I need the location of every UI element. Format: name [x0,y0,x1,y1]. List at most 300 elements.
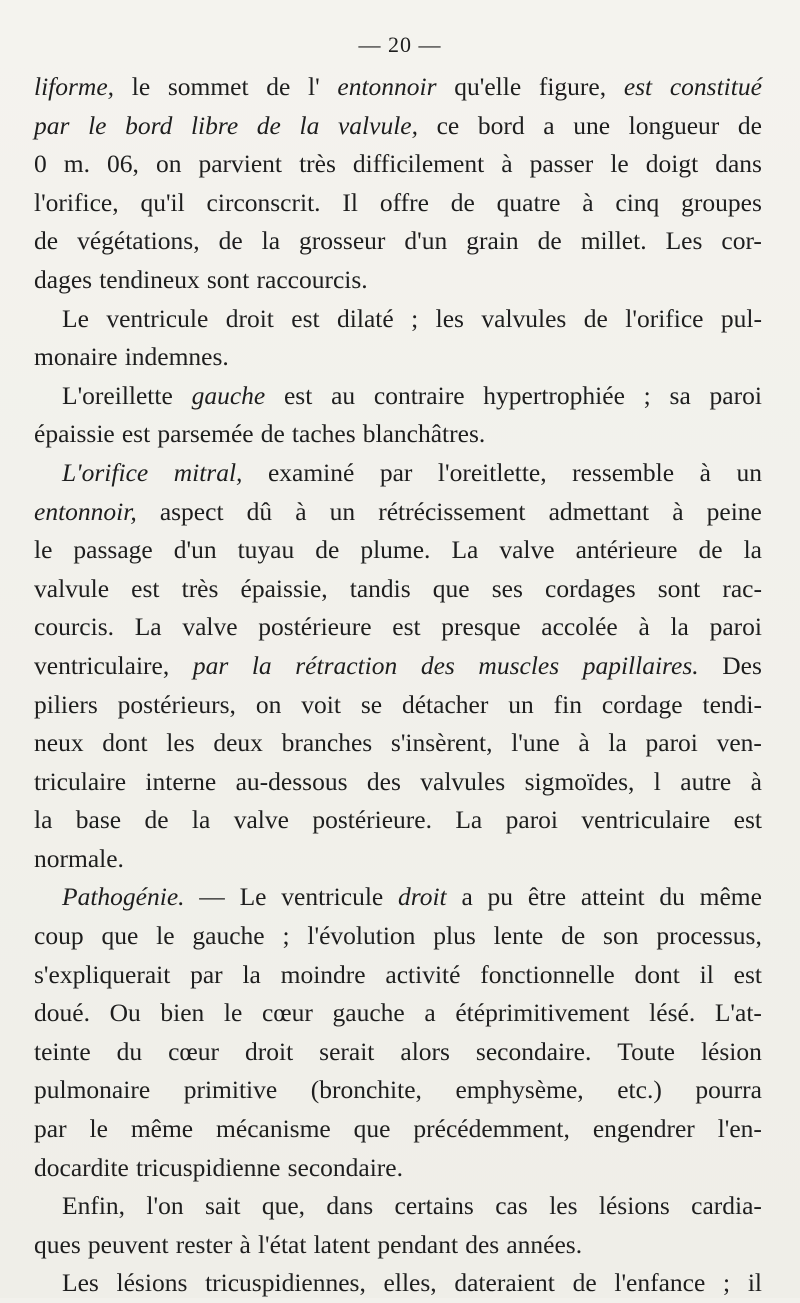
word: gauche [332,998,405,1028]
word: la [299,110,320,140]
word: s'expliquerait [34,959,171,989]
word: sont [657,573,701,603]
word: Le [239,882,267,912]
word: offre [379,187,429,217]
word: Il [342,187,358,217]
word: passer [529,149,594,179]
word: détacher [401,689,489,719]
word: même [699,882,762,912]
word: papillaires. [582,650,699,680]
text-line [34,1149,762,1188]
text-line [34,300,762,339]
word: Des [722,650,762,680]
word: blanchâtres. [362,419,486,449]
word: plus [433,921,476,951]
word: cœur [261,998,313,1028]
word: cordage [601,689,683,719]
word: à [501,149,513,179]
word: serait [319,1036,375,1066]
word: dont [102,728,148,758]
word: liforme, [34,72,115,101]
word: son [603,921,639,951]
word: ressemble [572,457,675,487]
word: lésions [116,1268,188,1298]
word: antérieure [575,535,678,565]
word: sait [205,1191,241,1221]
text-line [34,338,762,377]
word: la [743,535,762,565]
word: tuyau [237,535,295,565]
word: valvule [34,573,110,603]
word: Enfin, [62,1191,126,1221]
word: postérieurs, [117,689,236,719]
word: de [266,72,291,101]
word: la [608,728,627,758]
word: il [747,1268,762,1298]
word: accolée [541,612,618,642]
word: tricuspidiennes, [205,1268,366,1298]
word: ven- [716,728,762,758]
word: contraire [373,380,465,410]
word: valvules [420,766,506,796]
word: indemnes. [124,342,229,372]
word: circonscrit. [206,187,321,217]
word: même [130,1114,194,1144]
word: est [283,380,313,410]
word: à [699,457,711,487]
word: parvient [198,149,283,179]
word: par [190,959,223,989]
word: épaissie, [240,573,328,603]
text-line [34,261,762,300]
word: paroi [709,612,762,642]
word: La [134,612,162,642]
word: (bronchite, [310,1075,422,1105]
word: Toute [617,1036,675,1066]
word: coup [34,921,84,951]
text-line [34,493,762,532]
word: de [583,303,608,333]
word: L'oreillette [62,380,173,410]
word: ; [723,1268,731,1298]
word: L'at- [714,998,762,1028]
word: rétraction [295,650,398,680]
word: postérieure. [312,805,432,835]
word: de [34,226,59,256]
word: normale. [34,843,124,873]
text-line [34,1033,762,1072]
word: de [537,226,562,256]
word: épaissie [34,419,115,449]
word: paroi [709,380,762,410]
word: la [251,650,272,680]
word: valve [182,612,238,642]
text-line [34,1264,762,1303]
word: étéprimitivement [455,998,630,1028]
word: des [465,1229,500,1259]
word: ventricule [281,882,384,912]
word: paroi [505,805,559,835]
text-line [34,107,762,146]
text-line [34,68,762,107]
word: certains [394,1191,474,1221]
word: qu'elle [454,72,522,101]
word: de [698,535,723,565]
word: admettant [548,496,650,526]
word: à [750,766,762,796]
word: deux [213,728,263,758]
word: est [733,959,762,989]
word: à [239,1229,251,1259]
word: des [366,766,401,796]
word: une [573,110,611,140]
word: latent [313,1229,371,1259]
word: sigmoïdes, [524,766,635,796]
word: le [89,1114,108,1144]
word: teinte [34,1036,91,1066]
word: de [450,187,475,217]
word: interne [145,766,217,796]
text-line [34,763,762,802]
word: est [392,612,421,642]
word: bord [125,110,173,140]
word: végétations, [77,226,200,256]
word: le [34,535,53,565]
word: elles, [383,1268,437,1298]
word: etc.) [617,1075,662,1105]
word: dages [34,264,93,294]
word: pu [487,882,514,912]
word: qu'il [140,187,185,217]
word: droit [398,882,447,912]
word: triculaire [34,766,127,796]
word: mécanisme [216,1114,331,1144]
word: autre [680,766,732,796]
word: pul- [720,303,762,333]
word: plume. [360,535,431,565]
text-line [34,1110,762,1149]
word: Pathogénie. [62,882,185,912]
word: entonnoir [337,72,437,101]
text-line [34,377,762,416]
word: pulmonaire [34,1075,151,1105]
word: que, [261,1191,306,1221]
word: gauche [192,921,265,951]
word: grosseur [299,226,386,256]
word: de [260,419,285,449]
word: muscles [478,650,560,680]
word: est [131,573,160,603]
word: Les [62,1268,99,1298]
text-line [34,686,762,725]
word: le [610,149,629,179]
word: l'en- [717,1114,762,1144]
word: bien [160,998,205,1028]
word: se [360,689,383,719]
word: La [455,805,483,835]
word: longueur [628,110,720,140]
word: pendant [377,1229,459,1259]
word: de [144,805,169,835]
word: sommet [167,72,249,101]
word: Les [665,226,703,256]
text-line [34,454,762,493]
text-line [34,840,762,879]
word: aspect [159,496,224,526]
word: alors [400,1036,450,1066]
word: que [432,573,470,603]
word: droit [225,303,274,333]
word: monaire [34,342,118,372]
word: le [88,110,107,140]
word: l'oreitlette, [437,457,547,487]
word: rétrécissement [378,496,526,526]
word: ques [34,1229,81,1259]
word: emphysème, [455,1075,584,1105]
word: quatre [496,187,561,217]
word: on [155,149,182,179]
word: l'état [257,1229,307,1259]
word: processus, [656,921,762,951]
word: sa [669,380,691,410]
word: valve [233,805,289,835]
word: dateraient [454,1268,555,1298]
word: dans [326,1191,374,1221]
word: valvules [481,303,567,333]
word: les [549,1191,578,1221]
word: lente [493,921,544,951]
word: 06, [107,149,139,179]
word: est [291,303,320,333]
text-line [34,222,762,261]
word: tricuspidienne [136,1152,281,1182]
word: parsemée [157,419,254,449]
page-number: — 20 — [358,32,442,57]
word: difficilement [352,149,485,179]
word: s'insèrent, [390,728,493,758]
text-line [34,801,762,840]
word: m. [63,149,90,179]
text-line [34,724,762,763]
word: un [329,496,356,526]
text-line [34,878,762,917]
word: secondaire. [287,1152,403,1182]
word: à [578,728,590,758]
word: lésion [700,1036,762,1066]
word: de [572,1268,597,1298]
word: cas [495,1191,528,1221]
word: les [435,303,464,333]
word: dû [246,496,273,526]
word: l'évolution [307,921,416,951]
text-line [34,184,762,223]
word: peine [706,496,762,526]
word: fin [553,689,582,719]
text-line [34,917,762,956]
word: ; [282,921,290,951]
text-line [34,994,762,1033]
word: engendrer [592,1114,695,1144]
word: ; [411,303,419,333]
word: cor- [721,226,762,256]
word: l' [308,72,320,101]
word: base [75,805,122,835]
word: par [34,1114,67,1144]
word: les [166,728,195,758]
word: rester [175,1229,233,1259]
word: de [737,110,762,140]
word: on [255,689,282,719]
word: libre [190,110,239,140]
word: atteint [580,882,645,912]
word: du [659,882,685,912]
word: neux [34,728,84,758]
word: au [331,380,356,410]
word: dilaté [337,303,394,333]
word: figure, [538,72,607,101]
word: groupes [681,187,762,217]
word: cinq [615,187,660,217]
word: gauche [191,380,266,410]
word: de [218,226,243,256]
word: cordages [545,573,636,603]
word: est [623,72,653,101]
word: a [424,998,436,1028]
word: lésé. [649,998,696,1028]
word: postérieure [258,612,372,642]
word: entonnoir, [34,496,137,526]
word: l [653,766,661,796]
word: sont [206,264,250,294]
word: ventriculaire [581,805,711,835]
word: bord [477,110,525,140]
word: l'une [511,728,560,758]
word: valve [499,535,555,565]
word: droit [245,1036,294,1066]
text-line [34,1187,762,1226]
word: ses [491,573,523,603]
word: ce [436,110,460,140]
word: est [121,419,151,449]
body-text [34,68,762,1303]
word: doué. [34,998,90,1028]
word: années. [506,1229,583,1259]
word: à [295,496,307,526]
word: a [461,882,473,912]
word: ventriculaire, [34,650,170,680]
text-line [34,570,762,609]
text-line [34,608,762,647]
word: rac- [722,573,762,603]
word: de [561,921,586,951]
word: courcis. [34,612,115,642]
word: la [191,805,211,835]
word: branches [281,728,373,758]
word: précédemment, [413,1114,570,1144]
word: La [451,535,479,565]
word: le [223,998,243,1028]
word: Ou [109,998,141,1028]
word: raccourcis. [256,264,368,294]
word: un [508,689,534,719]
word: fonctionnelle [480,959,615,989]
word: la [242,959,261,989]
word: paroi [645,728,698,758]
word: ventricule [106,303,209,333]
word: un [736,457,762,487]
word: dans [715,149,762,179]
text-line [34,1071,762,1110]
word: des [420,650,455,680]
word: mitral, [173,457,243,487]
word: hypertrophiée [483,380,625,410]
word: tendi- [702,689,762,719]
text-line [34,1226,762,1265]
word: à [638,612,650,642]
word: grain [466,226,519,256]
word: par [34,110,70,140]
text-line [34,145,762,184]
word: par [192,650,229,680]
word: taches [291,419,356,449]
text-line [34,956,762,995]
word: l'enfance [614,1268,706,1298]
text-line [34,647,762,686]
word: le [156,921,175,951]
word: par [379,457,413,487]
word: est [733,805,762,835]
word: très [299,149,336,179]
word: primitive [183,1075,278,1105]
word: peuvent [87,1229,169,1259]
word: de [315,535,340,565]
word: constitué [669,72,762,101]
word: être [527,882,567,912]
word: passage [73,535,153,565]
word: très [181,573,219,603]
word: que [353,1114,391,1144]
word: valvule, [337,110,418,140]
text-line [34,531,762,570]
word: activité [385,959,461,989]
word: dont [634,959,680,989]
word: au-dessous [235,766,348,796]
word: 0 [34,149,47,179]
word: voit [301,689,341,719]
word: d'un [404,226,448,256]
word: à [672,496,684,526]
word: cardia- [691,1191,762,1221]
word: il [699,959,714,989]
word: de [256,110,281,140]
word: pourra [695,1075,762,1105]
word: docardite [34,1152,129,1182]
word: doigt [645,149,699,179]
word: l'on [146,1191,184,1221]
word: tandis [349,573,411,603]
word: lésions [598,1191,670,1221]
word: la [670,612,689,642]
word: presque [441,612,521,642]
word: la [34,805,53,835]
word: a [543,110,555,140]
word: l'orifice, [34,187,119,217]
word: tendineux [99,264,200,294]
word: secondaire. [475,1036,592,1066]
word: cœur [168,1036,220,1066]
word: à [582,187,594,217]
word: l'orifice [625,303,704,333]
